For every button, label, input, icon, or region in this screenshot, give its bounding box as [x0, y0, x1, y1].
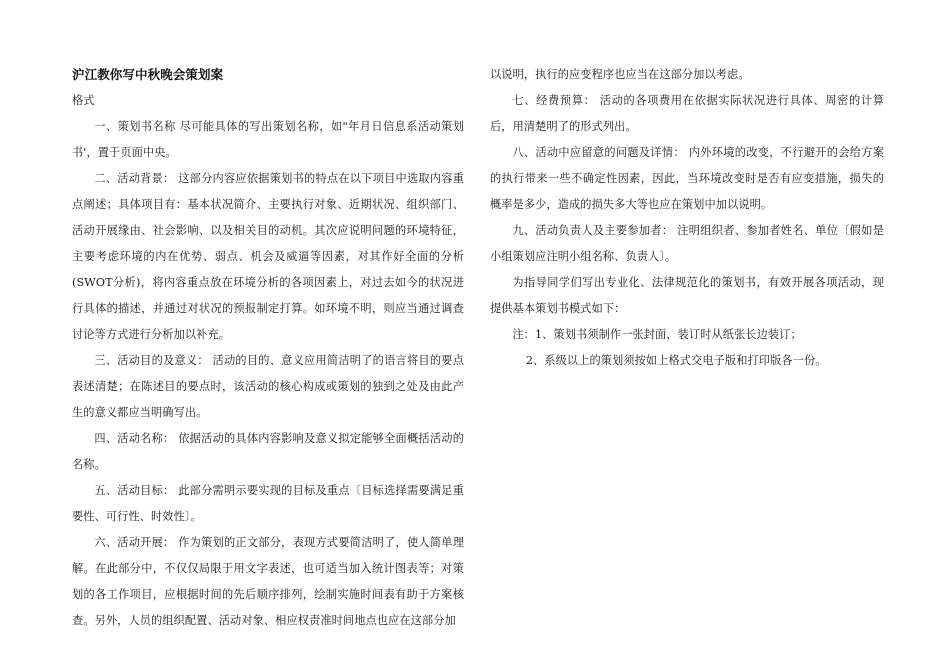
note-item-1: 注：1、策划书须制作一张封面，装订时从纸张长边装订； — [512, 328, 802, 341]
section-background: 二、活动背景： 这部分内容应依据策划书的特点在以下项目中选取内容重点阐述；具体项目有：基本状况简介、主要执行对象、近期状况、组织部门、活动开展缘由、社会影响、以及相关目的动机。其次应说明问题的环境特征，主要考虑环境的内在优势、弱点、机会及威逼等因素，对其作好全面的分析(SWOT分析)，将内容重点放在环境分析的各项因素上，对过去如今的状况进行具体的描述，并通过对状况的预报制定打算。如环境不明，则应当通过调查讨论等方式进行分析加以补充。 — [72, 172, 464, 341]
document-title: 沪江教你写中秋晚会策划案 — [72, 67, 224, 82]
section-activity-name: 四、活动名称： 依据活动的具体内容影响及意义拟定能够全面概括活动的名称。 — [72, 432, 464, 471]
intro-template-paragraph: 为指导同学们写出专业化、法律规范化的策划书，有效开展各项活动，现提供基本策划书模式如下： — [490, 276, 884, 315]
left-column — [72, 62, 464, 634]
section-budget: 七、经费预算： 活动的各项费用在依据实际状况进行具体、周密的计算后，用清楚明了的形式列出。 — [490, 94, 884, 133]
section-issues: 八、活动中应留意的问题及详情： 内外环境的改变，不行避开的会给方案的执行带来一些不确定性因素，因此，当环境改变时是否有应变措施，损失的概率是多少，造成的损失多大等也应在策划中加以说明。 — [490, 146, 884, 211]
section-goals: 五、活动目标： 此部分需明示要实现的目标及重点〔目标选择需要满足重要性、可行性、时效性〕。 — [72, 484, 464, 523]
section-personnel: 九、活动负责人及主要参加者： 注明组织者、参加者姓名、单位〔假如是小组策划应注明小组名称、负责人〕。 — [490, 224, 884, 263]
format-label: 格式 — [72, 94, 95, 107]
section-purpose: 三、活动目的及意义： 活动的目的、意义应用简洁明了的语言将目的要点表述清楚；在陈述目的要点时，该活动的核心构成或策划的独到之处及由此产生的意义都应当明确写出。 — [72, 354, 464, 419]
right-column — [490, 62, 884, 374]
note-item-2: 2、系级以上的策划须按如上格式交电子版和打印版各一份。 — [525, 354, 827, 367]
section-execution-continued: 以说明，执行的应变程序也应当在这部分加以考虑。 — [490, 68, 750, 81]
section-plan-name: 一、策划书名称 尽可能具体的写出策划名称，如"年月日信息系活动策划书'，置于页面中央。 — [72, 120, 464, 159]
section-execution: 六、活动开展： 作为策划的正文部分，表现方式要简洁明了，使人简单理解。在此部分中，不仅仅局限于用文字表述，也可适当加入统计图表等；对策划的各工作项目，应根据时间的先后顺序排列，绘制实施时间表有助于方案核查。另外，人员的组织配置、活动对象、相应权责准时间地点也应在这部分加 — [72, 536, 464, 627]
